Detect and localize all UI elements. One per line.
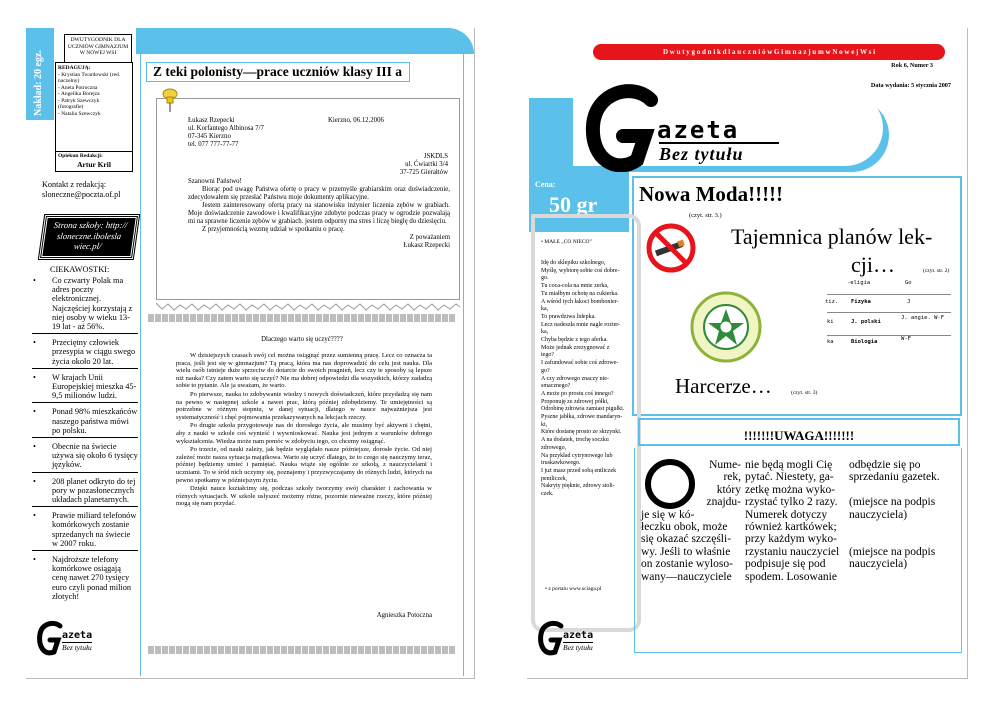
poem-line: Myślę, wybiorę sobie coś dobre- xyxy=(541,267,620,274)
schedule-num: ki xyxy=(827,319,834,325)
redakcja-line: (fotografie) xyxy=(58,104,84,110)
uwaga-line xyxy=(849,521,957,533)
poem-line: zdrowego, xyxy=(541,444,567,451)
no-smoking-icon xyxy=(645,222,697,274)
poem-line: Chyba będzie z tego aferka. xyxy=(541,337,608,344)
poem-line: Idę do sklepiku szkolnego, xyxy=(541,260,606,266)
poem-line: I już masz przed sobą entliczek xyxy=(541,467,617,474)
harcerze-title: Harcerze… xyxy=(675,374,772,398)
uwaga-line xyxy=(849,484,957,496)
schedule-subject: -eligia xyxy=(847,280,871,286)
schedule-right: Go xyxy=(905,280,912,286)
uwaga-line: podpisuje się pod xyxy=(745,558,826,571)
opiekun-box xyxy=(55,151,133,172)
sender-addr: 07-345 Kierzno xyxy=(188,133,231,140)
schedule-row xyxy=(827,294,951,312)
uwaga-line: pytać. Niestety, ga- xyxy=(745,471,834,484)
letter-paragraph: Jestem zainteresowany ofertą pracy na stanowisku inżynier liczenia zębów w grabiach. Moje doświadczenie zawodowe i kwalifikacyjne zdobyte podczas pracy w ogrodzie pozwalają mi na sprawne liczenie zębów w grabiach. jestem odporny ma stres i liczę bieglę do dziesięciu. xyxy=(188,202,450,225)
uwaga-line: nie będą mogli Cię xyxy=(745,459,833,471)
uwaga-line xyxy=(849,533,957,545)
poem-line: ka, xyxy=(541,329,549,336)
essay-author: Agnieszka Potoczna xyxy=(376,612,432,619)
schedule-right: W-F xyxy=(901,336,911,342)
uwaga-line: przy każdym wyko- xyxy=(745,533,837,546)
poem-line: smacznego? xyxy=(541,383,571,390)
logo-small-top: azeta xyxy=(62,630,93,641)
issue-date: Data wydania: 5 stycznia 2007 xyxy=(870,82,951,89)
list-item: • Obecnie na świecie używa się około 6 tysięcy języków. xyxy=(32,442,138,473)
list-item: • 208 planet odkryto do tej pory w pozasłonecznych układach planetarnych. xyxy=(32,477,138,508)
schedule-row xyxy=(827,312,951,335)
nowa-moda-title: Nowa Moda!!!!! xyxy=(639,182,784,206)
poem-source: • z portalu www.sciaga.pl xyxy=(545,586,602,592)
uwaga-line: znajdu- xyxy=(706,496,741,509)
essay-paragraph: Po trzecie, od nauki zależy, jak będzie wyglądało nasze późniejsze, dorosłe życie. Od niej zależeć może nasza sytuacja majątkowa. Warto się uczyć dlatego, że to czego się nauczymy teraz, później będziemy umieć i pamiętać. Nauka wiąże się ogólnie ze szkołą, z nauczycielami i uczniami. To w śród nich uczymy się, poznajemy i przyzwyczajamy do różnych ludzi, których na pewno spotkamy w późniejszym życiu. xyxy=(176,446,432,484)
essay-bottom-border xyxy=(148,646,456,654)
pushpin-icon xyxy=(160,87,180,113)
poem-body xyxy=(541,260,629,499)
list-item: • Najdroższe telefony komórkowe osiągają cenę nawet 270 tysięcy euro czyli ponad milion złotych! xyxy=(32,555,138,603)
opiekun-title: Opiekun Redakcji: xyxy=(58,153,103,159)
essay-body xyxy=(176,352,432,509)
redakcja-line: - Patryk Szewczyk xyxy=(58,97,100,104)
letter-paragraph: Biorąc pod uwagę Państwa ofertę o pracy w przemyśle grabiarskim oraz doświadczenie, zdecydowałem się przesłać Państwu moje dokumenty aplikacyjne. xyxy=(188,186,450,201)
sender-name: Łukasz Rzepecki xyxy=(188,117,235,124)
schedule-row xyxy=(827,335,951,350)
poem-line: A czy zdrowego znaczy nie- xyxy=(541,375,609,382)
schedule-subject: Biologia xyxy=(851,339,878,345)
list-item: • Przeciętny człowiek przesypia w ciągu swego życia około 20 lat. xyxy=(32,338,138,369)
essay-top-border xyxy=(148,314,456,322)
poem-line: czek. xyxy=(541,491,554,498)
sender-addr: ul. Korfantego Albinosa 7/7 xyxy=(188,125,264,132)
poem-line: go? xyxy=(541,367,550,374)
uwaga-line: nauczyciela) xyxy=(849,558,908,571)
poem-source-text: z portalu www.sciaga.pl xyxy=(548,586,602,592)
poem-line: Tu coca-cola na mnie zerka, xyxy=(541,283,609,290)
poem-line: Odrobinę zdrowia zamiast pigułki. xyxy=(541,406,625,413)
recipient-line: 37-725 Gierałtów xyxy=(399,169,448,176)
uwaga-line: rzystaniu nauczyciel xyxy=(745,545,840,558)
gazeta-logo-small xyxy=(537,620,617,660)
uwaga-line: Numerek dotyczy xyxy=(745,508,828,521)
poem-line: A wśród tych łakoci bombonier- xyxy=(541,298,619,305)
redakcja-title: REDAGUJĄ: xyxy=(58,65,91,71)
right-page xyxy=(527,28,968,679)
poem-line: Tu miałbym ochotę na cukierka. xyxy=(541,290,619,297)
poem-line: ka, xyxy=(541,306,549,313)
uwaga-column-2 xyxy=(745,459,845,583)
logo-bottom: Bez tytułu xyxy=(659,142,779,165)
poem-line: Które dostanę prosto ze skrzynki. xyxy=(541,429,622,436)
poem-line: Nakryty pięknie, zdrowy stoli- xyxy=(541,483,615,490)
redakcja-line: - Krystian Twardowski (red. naczelny) xyxy=(58,71,121,84)
uwaga-line: Nume- xyxy=(709,459,741,471)
letter-closing: Z poważaniem xyxy=(409,234,450,241)
letter-sender xyxy=(188,117,264,149)
poem-line: Na przykład cytrynowego lub xyxy=(541,452,613,459)
ciekawostki-title: CIEKAWOSTKI: xyxy=(50,265,110,274)
uwaga-line: zetkę można wyko- xyxy=(745,483,836,496)
letter-paragraph: Z przyjemnością wezmę udział w spotkaniu o pracę. xyxy=(202,226,345,233)
nowa-moda-ref: (czyt. str. 3.) xyxy=(689,212,722,219)
kontakt-label: Kontakt z redakcją: xyxy=(42,180,107,189)
schedule-subject: J. polski xyxy=(851,319,881,325)
schedule-right: J. angie. W-F xyxy=(901,315,945,321)
poem-line: Proponuję ze zdrowej półki, xyxy=(541,398,609,405)
uwaga-column-1 xyxy=(641,459,741,583)
logo-small-bottom: Bez tytułu xyxy=(563,643,593,652)
uwaga-line: który xyxy=(716,483,741,496)
poem-line: Lecz nadeszła mnie nagle rozter- xyxy=(541,321,621,328)
cena-value: 50 gr xyxy=(549,192,598,217)
gazeta-logo-small xyxy=(36,620,116,660)
essay-title: Dlaczego warto się uczyć???? xyxy=(261,336,343,343)
uwaga-title: !!!!!!!UWAGA!!!!!!! xyxy=(743,428,855,443)
tajemnica-line1: Tajemnica planów lek- xyxy=(731,224,933,249)
recipient-line: ul. Ćwiartki 3/4 xyxy=(405,161,448,168)
redakcja-line: - Natalia Szewczyk xyxy=(58,110,101,117)
poem-line: Pyszne jabłka, zdrowe mandaryn- xyxy=(541,414,623,421)
uwaga-line: je się w kó- xyxy=(641,508,695,521)
schedule-right: J xyxy=(907,299,911,305)
letter-place-date: Kierzno, 06.12.2006 xyxy=(328,117,384,124)
left-page xyxy=(26,28,475,679)
uwaga-line: się okazać szczęśli- xyxy=(641,533,732,546)
poem-header-text: MAŁE „CO NIECO” xyxy=(544,239,592,245)
schedule-subject: Fizyka xyxy=(851,299,871,305)
uwaga-line: on zostanie wyloso- xyxy=(641,558,733,571)
poem-line: ki, xyxy=(541,421,548,428)
uwaga-line: nauczyciela) xyxy=(849,508,908,521)
redakcja-line: - Aneta Potroczna xyxy=(58,84,98,91)
banner: D w u t y g o d n i k d l a u c z n i ó w G i m n a z j u m w N o w e j W s i xyxy=(593,44,945,60)
schedule-snippet xyxy=(827,280,951,350)
redakcja-box xyxy=(55,62,133,154)
tajemnica-line2: cji… xyxy=(851,252,895,277)
uwaga-line: (miejsce na podpis xyxy=(849,496,936,509)
uwaga-line: również kartkówek; xyxy=(745,521,837,534)
logo-small-top: azeta xyxy=(563,630,594,641)
logo-small-bottom: Bez tytułu xyxy=(62,643,92,652)
naklad-label: Nakład: 20 egz. xyxy=(33,50,44,116)
uwaga-line: odbędzie się po xyxy=(849,459,921,471)
scout-emblem-icon xyxy=(689,290,763,364)
uwaga-column-3 xyxy=(849,459,957,571)
essay-paragraph: W dzisiejszych czasach swój cel można osiągnąć przez sumienną pracę. Lecz co oznacza ta praca, jeśli jest się w gimnazjum? Tą pracą, która ma nas doprowadzić do celu jest nauka. Dla wielu osób istnieje duże sprzeciw do dotarcie do swoich pragnień, lecz czy te sposoby są lepsze niż nauka? Czy zatem warto się uczyć? Nie ma dobrej odpowiedzi dla wszystkich, którzy zadadzą sobie to pytanie. Ale ja uważam, że warto. xyxy=(176,352,432,390)
uwaga-line: (miejsce na podpis xyxy=(849,545,936,558)
essay-paragraph: Dzięki nauce kształcimy się, podczas szkoły tworzymy swój charakter i zachowania w różnych sytuacjach. W szkole uslyszeć możemy różne, pozornie nieważne rzeczy, które później mogą się nam przydać. xyxy=(176,485,432,508)
poem-line: I zafundować sobie coś zdrowe- xyxy=(541,360,619,367)
list-item: • Ponad 98% mieszkańców naszego państwa mówi po polsku. xyxy=(32,407,138,438)
strona-szkoly-box[interactable]: Strona szkoły: http:// sloneczne.ibolesla wiec.pl/ xyxy=(39,215,139,259)
cena-label: Cena: xyxy=(535,180,556,189)
uwaga-line: wany—nauczyciele xyxy=(641,570,732,583)
letter-recipient xyxy=(348,153,448,177)
g-letter-icon xyxy=(585,84,665,174)
list-item: • Co czwarty Polak ma adres poczty elektronicznej. Najczęściej korzystają z niej osoby w wieku 13-19 lat - aż 56%. xyxy=(32,276,138,334)
uwaga-line: rzystać tylko 2 razy. xyxy=(745,496,838,509)
recipient-line: JSKDLS xyxy=(423,153,448,160)
letter-greeting: Szanowni Państwo! xyxy=(188,178,242,185)
poem-header: • MAŁE „CO NIECO” xyxy=(541,239,592,245)
schedule-num: tiz. xyxy=(825,299,839,305)
top-blue-bar xyxy=(136,28,474,54)
poem-line: To prawdziwa lideрka. xyxy=(541,313,596,320)
list-item: • Prawie miliard telefonów komórkowych zostanie sprzedanych na świecie w 2007 roku. xyxy=(32,511,138,551)
uwaga-line: rek, xyxy=(723,471,741,484)
poem-line: go. xyxy=(541,275,549,282)
kontakt-email[interactable]: slonecznе@poczta.of.pl xyxy=(42,190,121,199)
essay-paragraph: Po drugie szkoła przygotowuje nas do dorosłego życia, ale musimy być aktywni i chętni, aby z nauki w szkole coś wynieść i wywnioskować. Nauka jest jednym z warunków dobrego wykształcenia. Wiedza może nam pomóc w zdobyciu tego, co chcemy osiągnąć. xyxy=(176,422,432,445)
schedule-row xyxy=(827,280,951,294)
poem-line: A na dodatek, trochę soczku xyxy=(541,437,609,444)
masthead-box: DWUTYGODNIK DLA UCZNIÓW GIMNAZJUM W NOWEJ WSI xyxy=(64,34,132,64)
essay-paragraph: Po pierwsze, nauka to zdobywanie wiedzy i nowych doświadczeń, które przydadzą się nam na pewno w następnej szkole a nawet prac, którą później zdobędziemy. Te umiejętności są potrzebne w różnym stopniu, w danej sytuacji, dlatego w nauce najważniejsza jest systematyczność i chęć pojmowania przekazywanych na lekcjach rzeczy. xyxy=(176,390,432,421)
sender-tel: tel. 077 777-77-77 xyxy=(188,141,239,148)
poem-line: truskawkowego. xyxy=(541,460,581,467)
issue-number: Rok 6, Numer 3 xyxy=(891,62,933,69)
uwaga-line: wy. Jeśli to właśnie xyxy=(641,545,731,558)
uwaga-line: spodem. Losowanie xyxy=(745,570,837,583)
letter-signature: Łukasz Rzepecki xyxy=(403,242,450,249)
list-item: • W krajach Unii Europejskiej mieszka 45-9,5 milionów ludzi. xyxy=(32,373,138,404)
uwaga-line: sprzedaniu gazetek. xyxy=(849,471,940,484)
redakcja-line: - Angelika Borejza xyxy=(58,91,100,97)
opiekun-name: Artur Kril xyxy=(77,159,111,169)
tajemnica-ref: (czyt. str. 2) xyxy=(923,268,950,274)
poem-line: tego? xyxy=(541,352,554,359)
ciekawostki-list xyxy=(32,276,138,607)
section-title: Z teki polonisty—prace uczniów klasy III a xyxy=(146,62,410,82)
poem-line: A może po prostu coś innego? xyxy=(541,390,614,397)
poem-line: Może jednak zrezygnować z xyxy=(541,344,610,351)
schedule-num: ka xyxy=(827,339,834,345)
kontakt-block xyxy=(42,180,120,200)
letter-body xyxy=(188,178,450,250)
poem-line: pentliczek, xyxy=(541,475,568,482)
logo-top: azeta xyxy=(657,116,740,144)
uwaga-line: łeczku obok, może xyxy=(641,521,728,534)
harcerze-ref: (czyt. str. 3) xyxy=(791,390,818,396)
